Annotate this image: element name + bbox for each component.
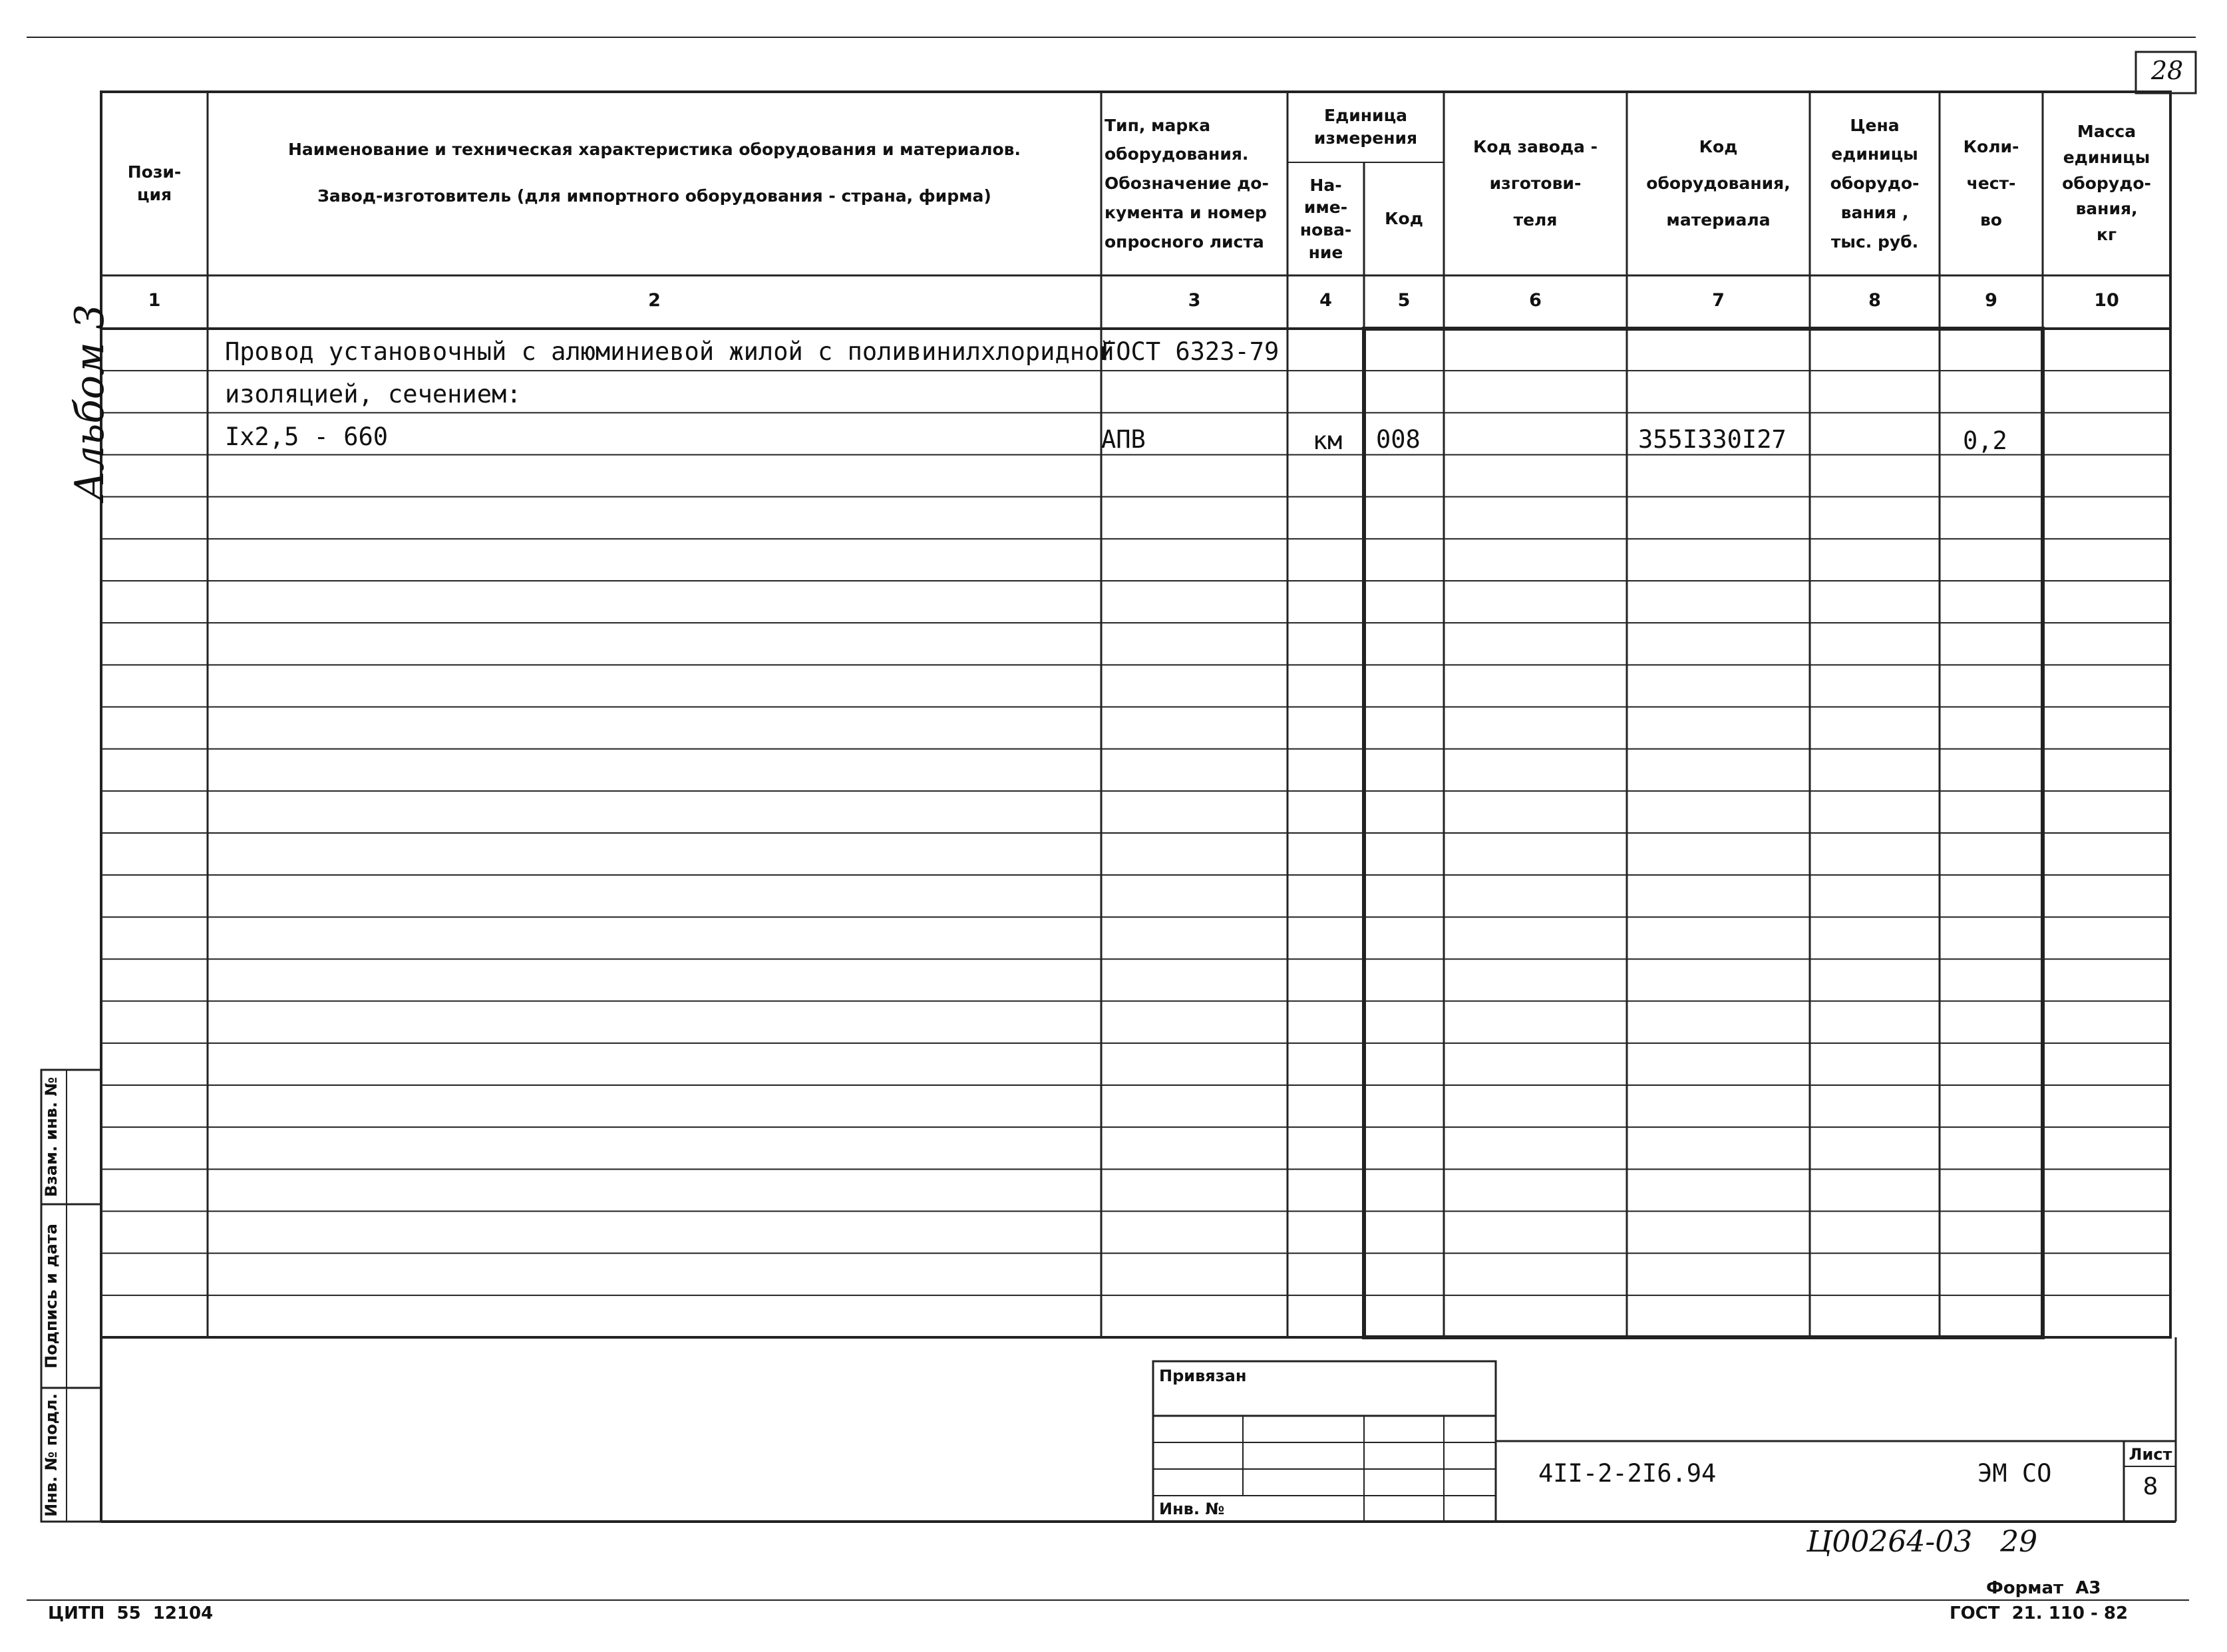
- handwritten-archive-number: Ц00264-03 29: [1806, 1525, 2038, 1559]
- header-unit-price: Цена единицы оборудо- вания , тыс. руб.: [1830, 115, 1920, 251]
- column-number-8: 8: [1868, 290, 1881, 311]
- list-number: 8: [2142, 1473, 2158, 1500]
- privyazan-label: Привязан: [1159, 1367, 1247, 1385]
- document-mark: ЭМ СО: [1977, 1459, 2052, 1488]
- footer-standard: ГОСТ 21. 110 - 82: [1950, 1603, 2129, 1623]
- stamp-vzam-inv: Взам. инв. №: [42, 1076, 61, 1198]
- column-number-1: 1: [148, 290, 161, 311]
- column-number-4: 4: [1319, 290, 1332, 311]
- header-position: Пози- ция: [127, 162, 182, 204]
- row1-doc: ГОСТ 6323-79: [1101, 337, 1280, 366]
- column-number-2: 2: [648, 290, 661, 311]
- column-number-7: 7: [1712, 290, 1725, 311]
- row3-quantity: 0,2: [1963, 426, 2007, 455]
- header-unit-group: Единица измерения: [1313, 106, 1418, 148]
- row3-material-code: 355I330I27: [1638, 425, 1787, 454]
- column-number-9: 9: [1985, 290, 1997, 311]
- header-unit-name: На- име- нова- ние: [1299, 175, 1352, 262]
- row3-unit-code: 008: [1376, 425, 1421, 454]
- footer-org-code: ЦИТП 55 12104: [48, 1603, 214, 1623]
- row1-name: Провод установочный с алюминиевой жилой с поливинилхлоридной: [225, 337, 1114, 366]
- row3-name: Iх2,5 - 660: [225, 422, 389, 451]
- row3-type: АПВ: [1101, 425, 1146, 454]
- column-number-3: 3: [1188, 290, 1201, 311]
- header-name-line1: Наименование и техническая характеристика оборудования и материалов.: [287, 140, 1021, 160]
- document-code: 4II-2-2I6.94: [1538, 1459, 1717, 1488]
- stamp-podpis-data: Подпись и дата: [42, 1224, 61, 1369]
- inv-no-label: Инв. №: [1159, 1500, 1225, 1518]
- column-number-5: 5: [1397, 290, 1411, 311]
- list-label: Лист: [2129, 1445, 2172, 1464]
- footer-format: Формат А3: [1986, 1578, 2101, 1598]
- row3-unit: км: [1312, 426, 1343, 455]
- header-material-code: Код оборудования, материала: [1646, 137, 1791, 230]
- column-number-6: 6: [1529, 290, 1542, 311]
- stamp-inv-podl: Инв. № подл.: [42, 1393, 61, 1517]
- header-unit-mass: Масса единицы оборудо- вания, кг: [2062, 122, 2151, 245]
- header-name-line2: Завод-изготовитель (для импортного оборудования - страна, фирма): [317, 186, 991, 206]
- header-quantity: Коли- чест- во: [1963, 137, 2019, 230]
- sheet-corner-number: 28: [2150, 56, 2184, 85]
- album-handwritten-label: Альбом 3: [67, 303, 113, 502]
- header-type-mark: Тип, марка оборудования. Обозначение до- кумента и номер опросного листа: [1105, 115, 1269, 251]
- header-factory-code: Код завода - изготови- теля: [1472, 137, 1598, 230]
- row2-name: изоляцией, сечением:: [225, 380, 522, 409]
- header-unit-code: Код: [1385, 209, 1423, 229]
- column-number-10: 10: [2094, 290, 2119, 311]
